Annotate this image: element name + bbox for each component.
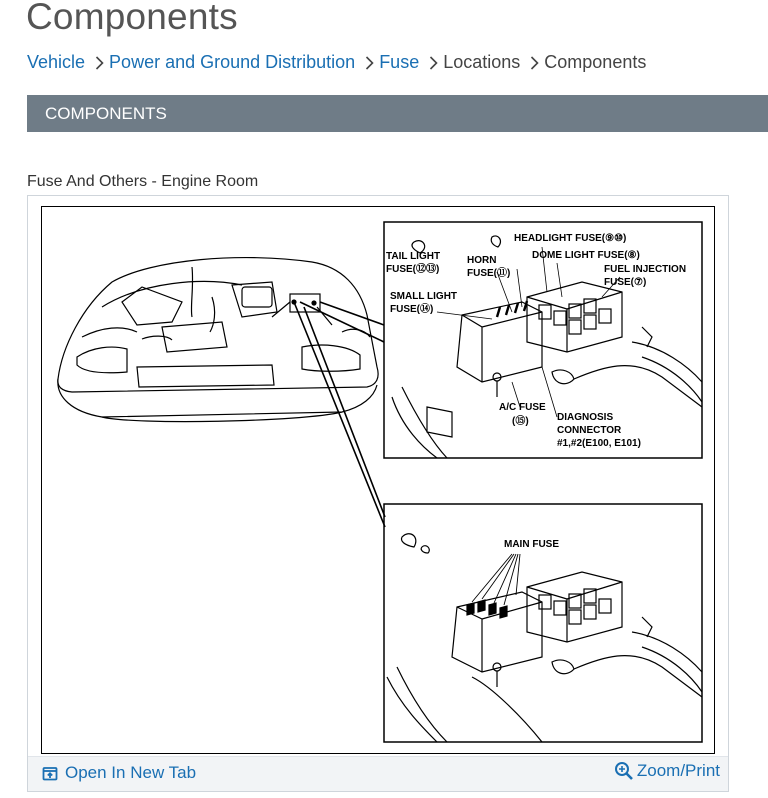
open-new-tab-icon: [42, 765, 58, 781]
diagnosis-label: DIAGNOSIS: [557, 412, 614, 423]
page-title: Components: [26, 0, 238, 37]
tail-light-fuse-label: FUSE(⑫⑬): [386, 264, 440, 275]
figure-footer: [28, 756, 728, 791]
car-front-drawing: [58, 258, 378, 422]
open-new-tab-label[interactable]: Open In New Tab: [65, 763, 197, 782]
breadcrumb-locations: Locations: [443, 52, 521, 72]
fuel-injection-label: FUEL INJECTION: [604, 264, 687, 275]
breadcrumb: [27, 52, 646, 73]
small-light-fuse-label: FUSE(⑭): [390, 304, 434, 315]
ac-fuse-number-label: (⑮): [512, 416, 529, 427]
dome-light-fuse-label: DOME LIGHT FUSE(⑧): [532, 250, 640, 261]
connector-ids-label: #1,#2(E100, E101): [557, 438, 641, 449]
horn-fuse-label: FUSE(⑪): [467, 268, 511, 279]
breadcrumb-components: Components: [544, 52, 647, 72]
breadcrumb-fuse[interactable]: Fuse: [379, 52, 420, 72]
engine-room-diagram[interactable]: [41, 206, 715, 754]
breadcrumb-power-ground[interactable]: Power and Ground Distribution: [109, 52, 356, 72]
small-light-label: SMALL LIGHT: [390, 291, 458, 302]
zoom-print-label[interactable]: Zoom/Print: [636, 761, 720, 780]
connector-label: CONNECTOR: [557, 425, 622, 436]
fuel-injection-fuse-label: FUSE(⑦): [604, 277, 647, 288]
lower-inset-drawing: [384, 504, 702, 742]
figure-caption: Fuse And Others - Engine Room: [27, 173, 259, 190]
open-new-tab-link[interactable]: [42, 763, 196, 783]
figure-container: [27, 195, 729, 792]
headlight-fuse-label: HEADLIGHT FUSE(⑨⑩): [514, 233, 627, 244]
zoom-in-icon: [614, 761, 634, 781]
chevron-right-icon: [429, 56, 438, 70]
section-header: COMPONENTS: [27, 95, 768, 132]
tail-light-label: TAIL LIGHT: [386, 251, 441, 262]
horn-label: HORN: [467, 255, 497, 266]
breadcrumb-vehicle[interactable]: Vehicle: [27, 52, 86, 72]
chevron-right-icon: [365, 56, 374, 70]
chevron-right-icon: [530, 56, 539, 70]
ac-fuse-label: A/C FUSE: [499, 402, 546, 413]
chevron-right-icon: [95, 56, 104, 70]
main-fuse-label: MAIN FUSE: [504, 539, 559, 550]
upper-inset-drawing: [384, 222, 702, 458]
zoom-print-link[interactable]: [614, 761, 720, 781]
